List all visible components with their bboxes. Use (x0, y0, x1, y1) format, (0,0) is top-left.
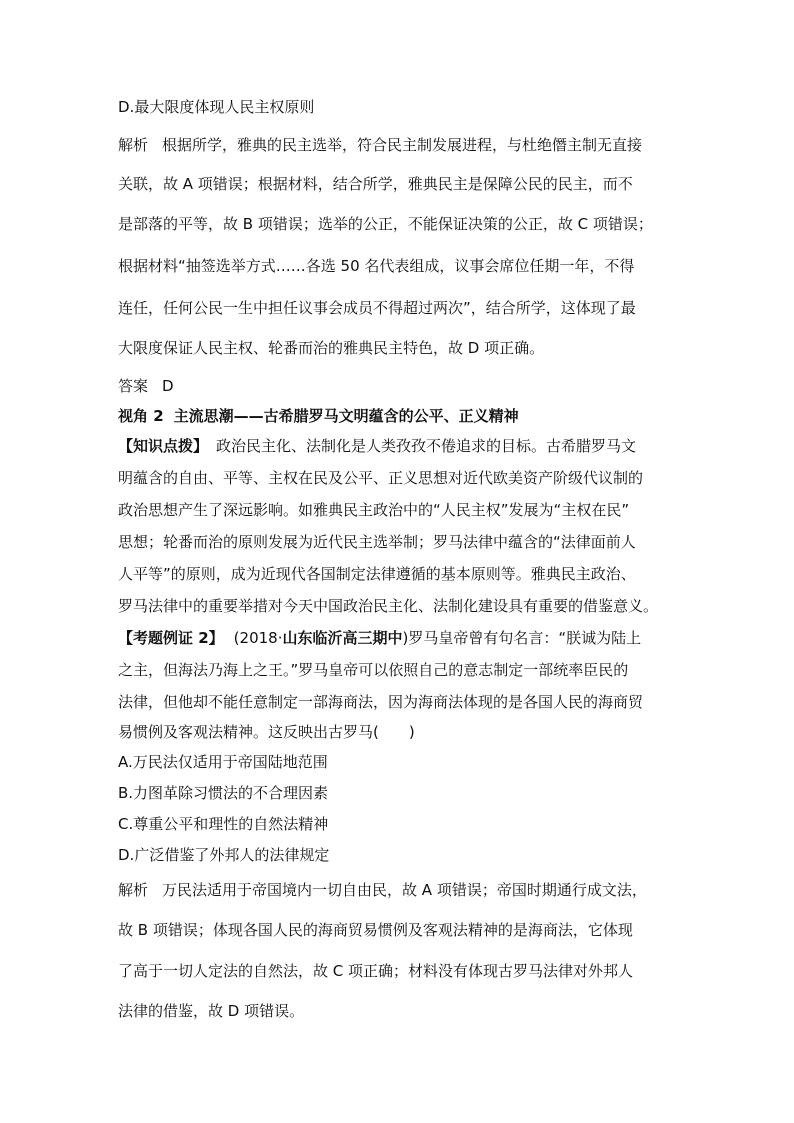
example-line-4: 易惯例及客观法精神。这反映出古罗马( ) (118, 723, 415, 741)
knowledge-text: 政治民主化、法制化是人类孜孜不倦追求的目标。古希腊罗马文 (216, 437, 637, 455)
option-d: D.广泛借鉴了外邦人的法律规定 (118, 846, 330, 864)
answer-value: D (162, 377, 174, 395)
answer-line (118, 376, 688, 396)
analysis-line-4: 根据材料“抽签选举方式……各选 50 名代表组成，议事会席位任期一年，不得 (118, 257, 635, 275)
example-source-year: (2018· (233, 629, 283, 647)
analysis-line-2: 关联，故 A 项错误；根据材料，结合所学，雅典民主是保障公民的民主，而不 (118, 175, 633, 193)
analysis2-line-2: 故 B 项错误；体现各国人民的海商贸易惯例及客观法精神的是海商法，它体现 (118, 921, 633, 939)
knowledge-line-2: 明蕴含的自由、平等、主权在民及公平、正义思想对近代欧美资产阶级代议制的 (118, 469, 644, 487)
analysis2-line-1 (118, 880, 688, 900)
example-label: 【考题例证 2】 (118, 629, 224, 647)
analysis-text: 根据所学，雅典的民主选举，符合民主制发展进程，与杜绝僭主制无直接 (162, 136, 643, 154)
option-c: C.尊重公平和理性的自然法精神 (118, 815, 329, 833)
option-a: A.万民法仅适用于帝国陆地范围 (118, 753, 328, 771)
option-d-prev: D.最大限度体现人民主权原则 (118, 98, 315, 116)
answer-label: 答案 (118, 377, 149, 395)
analysis2-line-4: 法律的借鉴，故 D 项错误。 (118, 1002, 305, 1020)
section-heading (118, 406, 688, 426)
analysis-label: 解析 (118, 136, 149, 154)
example-line-2: 之主，但海法乃海上之王。”罗马皇帝可以依照自己的意志制定一部统率臣民的 (118, 661, 629, 679)
knowledge-line-4: 思想；轮番而治的原则发展为近代民主选举制；罗马法律中蕴含的“法律面前人 (118, 533, 636, 551)
analysis2-text: 万民法适用于帝国境内一切自由民，故 A 项错误；帝国时期通行成文法， (162, 881, 647, 899)
analysis2-line-3: 了高于一切人定法的自然法，故 C 项正确；材料没有体现古罗马法律对外邦人 (118, 962, 634, 980)
example-text: 罗马皇帝曾有句名言：“朕诚为陆上 (408, 629, 642, 647)
option-b: B.力图革除习惯法的不合理因素 (118, 784, 329, 802)
example-line-1 (118, 628, 688, 648)
knowledge-line-5: 人平等”的原则，成为近现代各国制定法律遵循的基本原则等。雅典民主政治、 (118, 565, 636, 583)
analysis-line-1 (118, 135, 688, 155)
analysis-line-5: 连任，任何公民一生中担任议事会成员不得超过两次”，结合所学，这体现了最 (118, 299, 636, 317)
section-label: 视角 2 (118, 407, 164, 425)
knowledge-label: 【知识点拨】 (118, 437, 209, 455)
knowledge-line-6: 罗马法律中的重要举措对今天中国政治民主化、法制化建设具有重要的借鉴意义。 (118, 597, 659, 615)
example-line-3: 法律，但他却不能任意制定一部海商法，因为海商法体现的是各国人民的海商贸 (118, 693, 644, 711)
example-source-close: ) (402, 629, 409, 647)
knowledge-line-3: 政治思想产生了深远影响。如雅典民主政治中的“人民主权”发展为“主权在民” (118, 501, 630, 519)
example-source-place: 山东临沂高三期中 (282, 629, 403, 647)
analysis-line-6: 大限度保证人民主权、轮番而治的雅典民主特色，故 D 项正确。 (118, 339, 545, 357)
knowledge-line-1 (118, 436, 688, 456)
analysis2-label: 解析 (118, 881, 149, 899)
analysis-line-3: 是部落的平等，故 B 项错误；选举的公正，不能保证决策的公正，故 C 项错误； (118, 215, 653, 233)
section-title: 主流思潮——古希腊罗马文明蕴含的公平、正义精神 (173, 407, 519, 425)
